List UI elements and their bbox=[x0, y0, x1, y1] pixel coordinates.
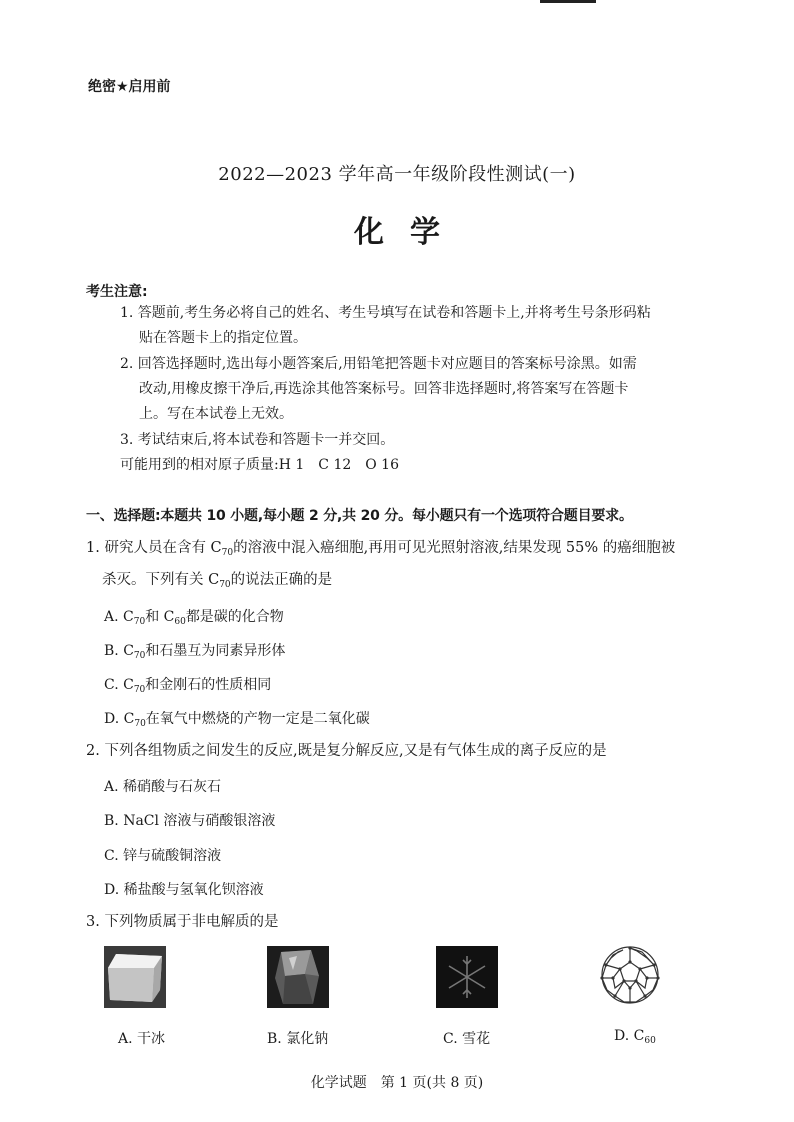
q1-option-text: A. C bbox=[104, 609, 134, 625]
atomic-mass-line: 可能用到的相对原子质量:H 1 C 12 O 16 bbox=[120, 457, 400, 473]
subject-title: 化学 bbox=[354, 215, 466, 250]
q3-option-c: C. 雪花 bbox=[443, 1031, 491, 1047]
question-1-line-2 bbox=[86, 567, 726, 599]
q3-option-d-sub: 60 bbox=[644, 1036, 656, 1046]
q1-text: 的说法正确的是 bbox=[230, 572, 333, 588]
q3-option-b: B. 氯化钠 bbox=[267, 1031, 329, 1047]
q1-text: 杀灭。下列有关 C bbox=[102, 572, 220, 588]
notice-heading: 考生注意: bbox=[86, 284, 148, 300]
q1-option-d bbox=[104, 708, 370, 729]
top-edge-mark bbox=[540, 0, 596, 3]
notice-item-2-line-2: 改动,用橡皮擦干净后,再选涂其他答案标号。回答非选择题时,将答案写在答题卡 bbox=[139, 381, 629, 397]
section-1-heading: 一、选择题:本题共 10 小题,每小题 2 分,共 20 分。每小题只有一个选项符合题目要求。 bbox=[86, 508, 633, 524]
q1-option-text: B. C bbox=[104, 643, 134, 659]
q3-option-a: A. 干冰 bbox=[118, 1031, 166, 1047]
q1-text: 的溶液中混入癌细胞,再用可见光照射溶液,结果发现 55% 的癌细胞被 bbox=[233, 540, 676, 556]
q1-option-text: 都是碳的化合物 bbox=[185, 609, 284, 625]
q1-option-text: 在氧气中燃烧的产物一定是二氧化碳 bbox=[145, 711, 370, 727]
q1-option-text: C. C bbox=[104, 677, 134, 693]
question-1-stem bbox=[86, 535, 726, 599]
q1-option-text: 和石墨互为同素异形体 bbox=[145, 643, 286, 659]
c60-fullerene-image bbox=[597, 942, 663, 1008]
q1-option-b bbox=[104, 640, 285, 661]
q1-option-c bbox=[104, 674, 271, 695]
q2-option-a: A. 稀硝酸与石灰石 bbox=[104, 779, 222, 795]
sodium-chloride-image bbox=[267, 946, 329, 1008]
q3-option-d bbox=[614, 1028, 656, 1046]
question-3-stem: 3. 下列物质属于非电解质的是 bbox=[86, 914, 279, 930]
notice-item-2-line-3: 上。写在本试卷上无效。 bbox=[139, 406, 293, 422]
notice-item-2 bbox=[120, 352, 740, 427]
q1-sub: 70 bbox=[219, 580, 231, 590]
q1-option-text: D. C bbox=[104, 711, 135, 727]
notice-item-1 bbox=[120, 301, 740, 351]
q1-option-text: 和金刚石的性质相同 bbox=[145, 677, 272, 693]
notice-item-3: 3. 考试结束后,将本试卷和答题卡一并交回。 bbox=[120, 432, 395, 448]
q1-sub: 70 bbox=[134, 719, 146, 729]
question-1-line-1 bbox=[86, 535, 726, 567]
question-2-stem: 2. 下列各组物质之间发生的反应,既是复分解反应,又是有气体生成的离子反应的是 bbox=[86, 743, 607, 759]
notice-item-1-line-2: 贴在答题卡上的指定位置。 bbox=[139, 330, 307, 346]
q1-sub: 70 bbox=[133, 685, 146, 695]
q3-option-d-text: D. C bbox=[614, 1028, 645, 1044]
dry-ice-image bbox=[104, 946, 166, 1008]
q1-option-text: 和 C bbox=[145, 609, 175, 625]
notice-item-1-line-1: 1. 答题前,考生务必将自己的姓名、考生号填写在试卷和答题卡上,并将考生号条形码粘 bbox=[120, 305, 651, 321]
q2-option-c: C. 锌与硫酸铜溶液 bbox=[104, 848, 222, 864]
q1-sub: 70 bbox=[133, 651, 146, 661]
exam-title: 2022—2023 学年高一年级阶段性测试(一) bbox=[218, 164, 576, 185]
notice-item-2-line-1: 2. 回答选择题时,选出每小题答案后,用铅笔把答题卡对应题目的答案标号涂黑。如需 bbox=[120, 356, 637, 372]
q1-option-a bbox=[104, 606, 284, 627]
q1-text: 1. 研究人员在含有 C bbox=[86, 540, 222, 556]
page-footer: 化学试题 第 1 页(共 8 页) bbox=[310, 1075, 484, 1091]
q1-sub: 70 bbox=[221, 548, 234, 558]
q1-sub: 70 bbox=[133, 617, 146, 627]
snowflake-image bbox=[436, 946, 498, 1008]
q2-option-b: B. NaCl 溶液与硝酸银溶液 bbox=[104, 813, 276, 829]
q1-sub: 60 bbox=[174, 617, 186, 627]
q2-option-d: D. 稀盐酸与氢氧化钡溶液 bbox=[104, 882, 264, 898]
confidential-label: 绝密★启用前 bbox=[88, 79, 171, 95]
